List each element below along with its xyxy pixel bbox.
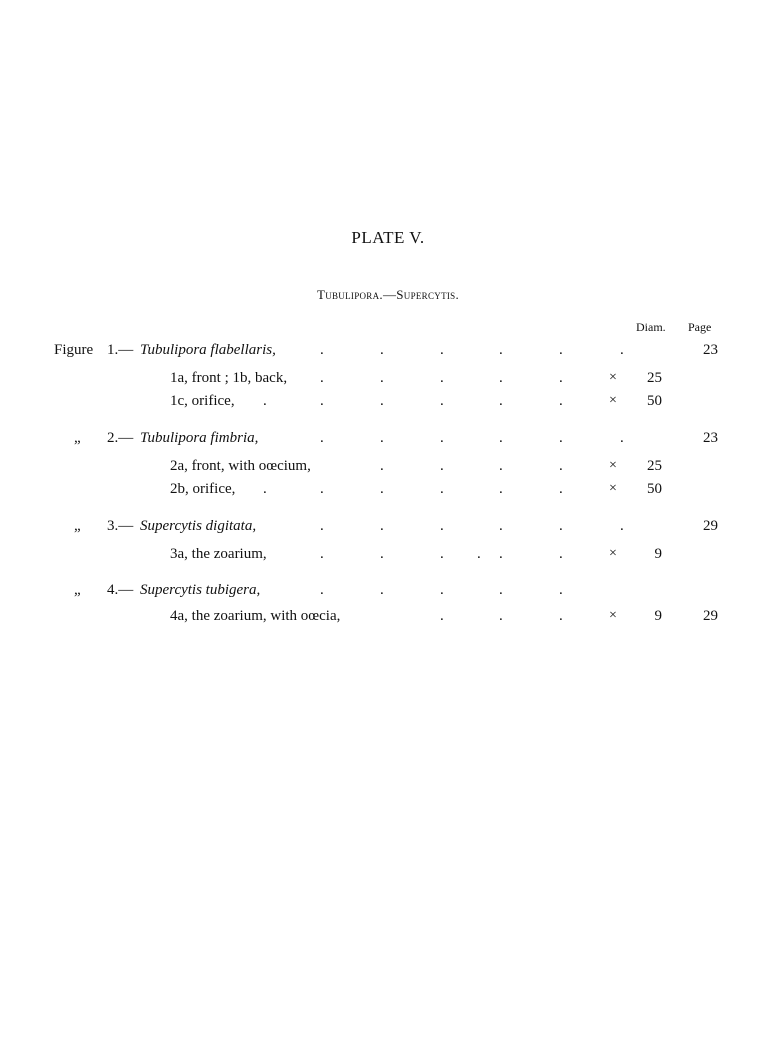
diameter-value: 9 bbox=[654, 608, 662, 624]
leader-dot: . bbox=[440, 342, 444, 358]
leader-dot: . bbox=[499, 370, 503, 386]
leader-dot: . bbox=[559, 481, 563, 497]
leader-dot: . bbox=[320, 393, 324, 409]
times-sign: × bbox=[609, 481, 617, 496]
figure-number: 4.— bbox=[107, 582, 134, 598]
leader-dot: . bbox=[380, 430, 384, 446]
detail-row bbox=[0, 608, 776, 628]
ditto-mark: „ bbox=[74, 582, 81, 598]
ditto-mark: „ bbox=[74, 430, 81, 446]
species-name bbox=[140, 342, 276, 359]
leader-dot: . bbox=[440, 458, 444, 474]
species-name-text: Tubulipora fimbria, bbox=[140, 430, 259, 446]
leader-dot: . bbox=[559, 546, 563, 562]
detail-text: 2b, orifice, bbox=[170, 481, 236, 497]
species-name-text: Tubulipora flabellaris, bbox=[140, 342, 276, 358]
leader-dot: . bbox=[440, 430, 444, 446]
figure-number: 2.— bbox=[107, 430, 134, 446]
leader-dot: . bbox=[380, 582, 384, 598]
leader-dot: . bbox=[499, 608, 503, 624]
leader-dot: . bbox=[499, 518, 503, 534]
leader-dot: . bbox=[263, 481, 267, 497]
diam-header: Diam. bbox=[636, 320, 666, 334]
figure-number: 1.— bbox=[107, 342, 134, 358]
leader-dot: . bbox=[499, 546, 503, 562]
diameter-value: 50 bbox=[647, 393, 662, 409]
leader-dot: . bbox=[380, 393, 384, 409]
leader-dot: . bbox=[440, 481, 444, 497]
detail-row bbox=[0, 370, 776, 390]
leader-dot: . bbox=[380, 546, 384, 562]
leader-dot: . bbox=[380, 458, 384, 474]
leader-dot: . bbox=[499, 430, 503, 446]
plate-title: PLATE V. bbox=[351, 228, 425, 247]
species-name bbox=[140, 582, 260, 599]
leader-dot: . bbox=[320, 518, 324, 534]
leader-dot: . bbox=[320, 430, 324, 446]
leader-dot: . bbox=[559, 342, 563, 358]
leader-dot: . bbox=[499, 342, 503, 358]
leader-dot: . bbox=[320, 342, 324, 358]
species-name-text: Supercytis digitata, bbox=[140, 518, 257, 534]
leader-dot: . bbox=[320, 481, 324, 497]
times-sign: × bbox=[609, 458, 617, 473]
figure-prefix: Figure bbox=[54, 342, 94, 358]
leader-dot: . bbox=[380, 518, 384, 534]
leader-dot: . bbox=[559, 608, 563, 624]
leader-dot: . bbox=[620, 430, 624, 446]
page-header: Page bbox=[688, 320, 712, 334]
leader-dot: . bbox=[263, 393, 267, 409]
detail-text: 3a, the zoarium, bbox=[170, 546, 267, 562]
species-name bbox=[140, 430, 258, 447]
detail-row bbox=[0, 546, 776, 566]
leader-dot: . bbox=[380, 481, 384, 497]
leader-dot: . bbox=[559, 370, 563, 386]
ditto-mark: „ bbox=[74, 518, 81, 534]
leader-dot: . bbox=[440, 518, 444, 534]
leader-dot: . bbox=[440, 370, 444, 386]
page-number: 29 bbox=[703, 518, 718, 534]
leader-dot: . bbox=[499, 481, 503, 497]
figure-2-row bbox=[0, 430, 776, 450]
figure-3-row bbox=[0, 518, 776, 538]
leader-dot: . bbox=[320, 582, 324, 598]
figure-4-row bbox=[0, 582, 776, 602]
leader-dot: . bbox=[380, 342, 384, 358]
leader-dot: . bbox=[320, 546, 324, 562]
leader-dot: . bbox=[559, 430, 563, 446]
detail-row bbox=[0, 481, 776, 501]
detail-text: 1c, orifice, bbox=[170, 393, 235, 409]
diameter-value: 50 bbox=[647, 481, 662, 497]
detail-row bbox=[0, 458, 776, 478]
leader-dot: . bbox=[499, 458, 503, 474]
detail-text: 2a, front, with oœcium, bbox=[170, 458, 311, 474]
leader-dot: . bbox=[620, 342, 624, 358]
leader-dot: . bbox=[477, 546, 481, 562]
times-sign: × bbox=[609, 608, 617, 623]
times-sign: × bbox=[609, 546, 617, 561]
leader-dot: . bbox=[440, 393, 444, 409]
leader-dot: . bbox=[440, 608, 444, 624]
figure-1-row bbox=[0, 342, 776, 362]
figure-number: 3.— bbox=[107, 518, 134, 534]
detail-row bbox=[0, 393, 776, 413]
times-sign: × bbox=[609, 393, 617, 408]
species-name bbox=[140, 518, 256, 535]
leader-dot: . bbox=[559, 518, 563, 534]
leader-dot: . bbox=[559, 458, 563, 474]
leader-dot: . bbox=[499, 582, 503, 598]
leader-dot: . bbox=[620, 518, 624, 534]
diameter-value: 25 bbox=[647, 370, 662, 386]
species-name-text: Supercytis tubigera, bbox=[140, 582, 261, 598]
page-number: 23 bbox=[703, 342, 718, 358]
times-sign: × bbox=[609, 370, 617, 385]
leader-dot: . bbox=[440, 582, 444, 598]
leader-dot: . bbox=[440, 546, 444, 562]
leader-dot: . bbox=[320, 370, 324, 386]
leader-dot: . bbox=[559, 582, 563, 598]
plate-subtitle: Tubulipora.—Supercytis. bbox=[316, 287, 460, 302]
leader-dot: . bbox=[499, 393, 503, 409]
leader-dot: . bbox=[380, 370, 384, 386]
leader-dot: . bbox=[559, 393, 563, 409]
diameter-value: 25 bbox=[647, 458, 662, 474]
detail-text: 4a, the zoarium, with oœcia, bbox=[170, 608, 341, 624]
page-number: 23 bbox=[703, 430, 718, 446]
detail-text: 1a, front ; 1b, back, bbox=[170, 370, 288, 386]
page-number: 29 bbox=[703, 608, 718, 624]
diameter-value: 9 bbox=[654, 546, 662, 562]
